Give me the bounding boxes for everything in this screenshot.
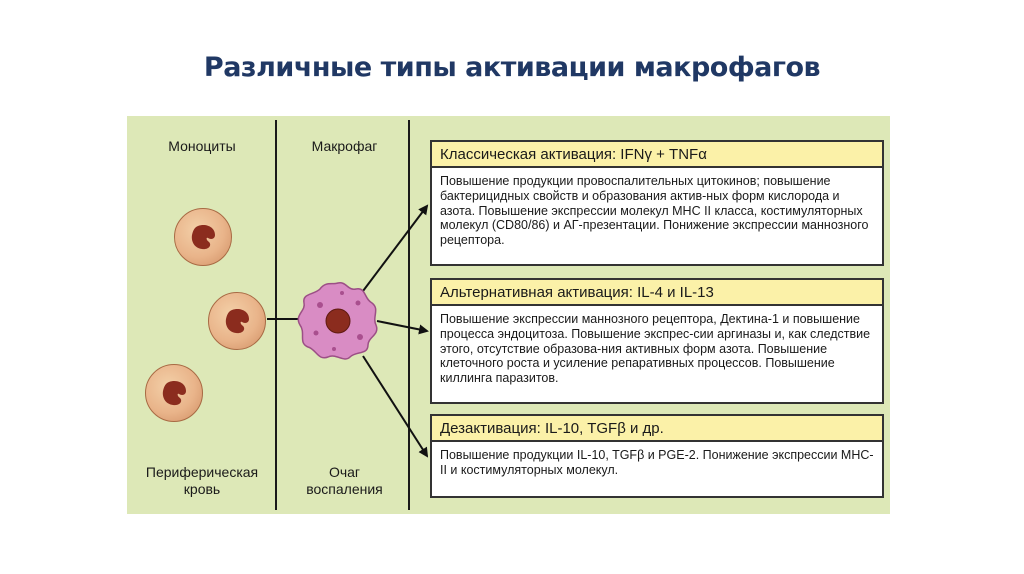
arrow-icon — [377, 321, 427, 331]
alternative-activation-panel — [430, 278, 884, 404]
deactivation-header: Дезактивация: IL-10, TGFβ и др. — [432, 416, 882, 442]
macrophage-cell-icon — [298, 283, 377, 359]
classical-activation-header: Классическая активация: IFNγ + TNFα — [432, 142, 882, 168]
arrow-icon — [363, 206, 427, 291]
alternative-activation-text: Повышение экспрессии маннозного рецептора, Дектина-1 и повышение процесса эндоцитоза. Повышение экспрес-сии аргиназы и, как следствие этого, отсутствие образова-ния активных форм азота. Повышение клеточного роста и усиление репаративных процессов. Повышение киллинга паразитов. — [440, 312, 871, 386]
inflammation-focus-label: Очаг воспаления — [306, 464, 383, 497]
arrow-icon — [363, 356, 427, 456]
slide-title: Различные типы активации макрофагов — [203, 52, 821, 83]
macrophage-label: Макрофаг — [311, 138, 378, 154]
deactivation-text: Повышение продукции IL-10, TGFβ и PGE-2. Понижение экспрессии МНС-II и костимуляторных молекул. — [440, 448, 874, 477]
classical-activation-text: Повышение продукции провоспалительных цитокинов; повышение бактерицидных свойств и образования актив-ных форм кислорода и азота. Повышение экспрессии молекул МНС II класса, костимуляторных молекул (CD80/86) и АГ-презентации. Понижение экспрессии маннозного рецептора. — [440, 174, 869, 248]
macrophage-activation-figure — [127, 116, 890, 514]
deactivation-panel — [430, 414, 884, 498]
monocytes-label: Моноциты — [168, 138, 236, 154]
peripheral-blood-label: Периферическая кровь — [145, 464, 259, 497]
classical-activation-panel — [430, 140, 884, 266]
alternative-activation-header: Альтернативная активация: IL-4 и IL-13 — [432, 280, 882, 306]
